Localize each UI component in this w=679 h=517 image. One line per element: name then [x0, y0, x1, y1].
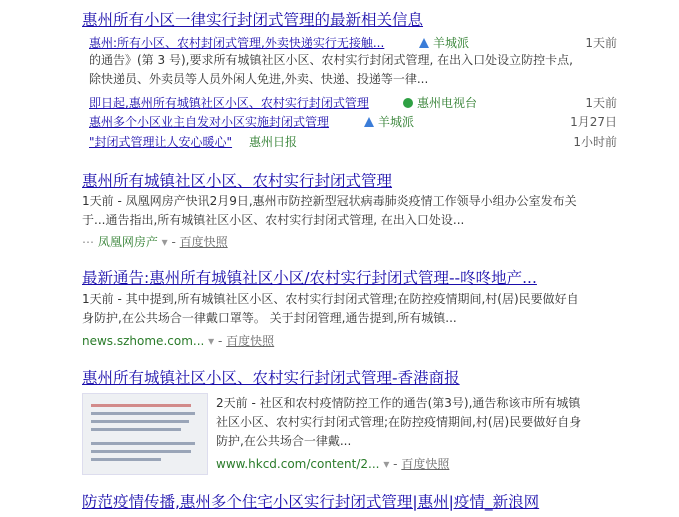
result-title-3[interactable]: 惠州所有城镇社区小区、农村实行封闭式管理-香港商报 [82, 369, 460, 387]
result-abstract-3: 2天前 - 社区和农村疫情防控工作的通告(第3号),通告称该市所有城镇 社区小区、农村实行封闭式管理;在防控疫情期间,村(居)民要做好自身 防护,在公共场合一律戴... [216, 396, 582, 448]
chevron-down-icon[interactable]: ▾ [161, 235, 168, 249]
snapshot-link-2[interactable]: 百度快照 [226, 334, 275, 348]
news-time-3: 1月27日 [570, 115, 617, 129]
news-item-1[interactable]: 惠州:所有小区、农村封闭式管理,外卖快递实行无接触... [89, 36, 385, 50]
news-time-2: 1天前 [585, 96, 617, 110]
news-time-1: 1天前 [585, 36, 617, 50]
result-url-3[interactable]: www.hkcd.com/content/2... [216, 457, 380, 471]
news-time-4: 1小时前 [573, 135, 617, 149]
news-card-title[interactable]: 惠州所有小区一律实行封闭式管理的最新相关信息 [82, 11, 424, 29]
source-logo-icon [418, 37, 430, 49]
result-meta-3: www.hkcd.com/content/2... ▾ - 百度快照 [216, 457, 450, 471]
result-thumbnail[interactable] [82, 393, 208, 475]
chevron-down-icon[interactable]: ▾ [383, 457, 390, 471]
result-meta-1: ⋯ 凤凰网房产 ▾ - 百度快照 [82, 235, 228, 249]
result-title-4[interactable]: 防范疫情传播,惠州多个住宅小区实行封闭式管理|惠州|疫情_新浪网 [82, 493, 540, 511]
snapshot-link-3[interactable]: 百度快照 [401, 457, 450, 471]
news-item-4[interactable]: "封闭式管理让人安心暖心" [89, 135, 233, 149]
news-item-2[interactable]: 即日起,惠州所有城镇社区小区、农村实行封闭式管理 [89, 96, 369, 110]
result-title-1[interactable]: 惠州所有城镇社区小区、农村实行封闭式管理 [82, 172, 393, 190]
result-title-2[interactable]: 最新通告:惠州所有城镇社区小区/农村实行封闭式管理--咚咚地产... [82, 269, 537, 287]
news-snippet: 的通告》(第 3 号),要求所有城镇社区小区、农村实行封闭式管理, 在出入口处设立防控卡点, 除快递员、外卖员等人员外闲人免进,外卖、快递、投递等一律... [89, 53, 573, 86]
news-source-4: 惠州日报 [249, 135, 298, 149]
source-logo-icon: ⋯ [82, 235, 94, 249]
result-source-1[interactable]: 凤凰网房产 [97, 235, 158, 249]
chevron-down-icon[interactable]: ▾ [208, 334, 215, 348]
result-abstract-2: 1天前 - 其中提到,所有城镇社区小区、农村实行封闭式管理;在防控疫情期间,村(居)民要做好自 身防护,在公共场合一律戴口罩等。 关于封闭管理,通告提到,所有城镇... [82, 292, 579, 325]
news-item-3[interactable]: 惠州多个小区业主自发对小区实施封闭式管理 [89, 115, 330, 129]
result-abstract-1: 1天前 - 凤凰网房产快讯2月9日,惠州市防控新型冠状病毒肺炎疫情工作领导小组办公室发布关 于...通告指出,所有城镇社区小区、农村实行封闭式管理, 在出入口处设... [82, 194, 577, 227]
snapshot-link-1[interactable]: 百度快照 [179, 235, 228, 249]
tv-logo-icon [402, 97, 414, 109]
source-logo-icon [363, 116, 375, 128]
result-url-2[interactable]: news.szhome.com... [82, 334, 205, 348]
news-source-2: 惠州电视台 [402, 94, 477, 111]
news-source-1: 羊城派 [418, 34, 469, 51]
news-source-3: 羊城派 [363, 113, 414, 130]
result-meta-2: news.szhome.com... ▾ - 百度快照 [82, 334, 275, 348]
